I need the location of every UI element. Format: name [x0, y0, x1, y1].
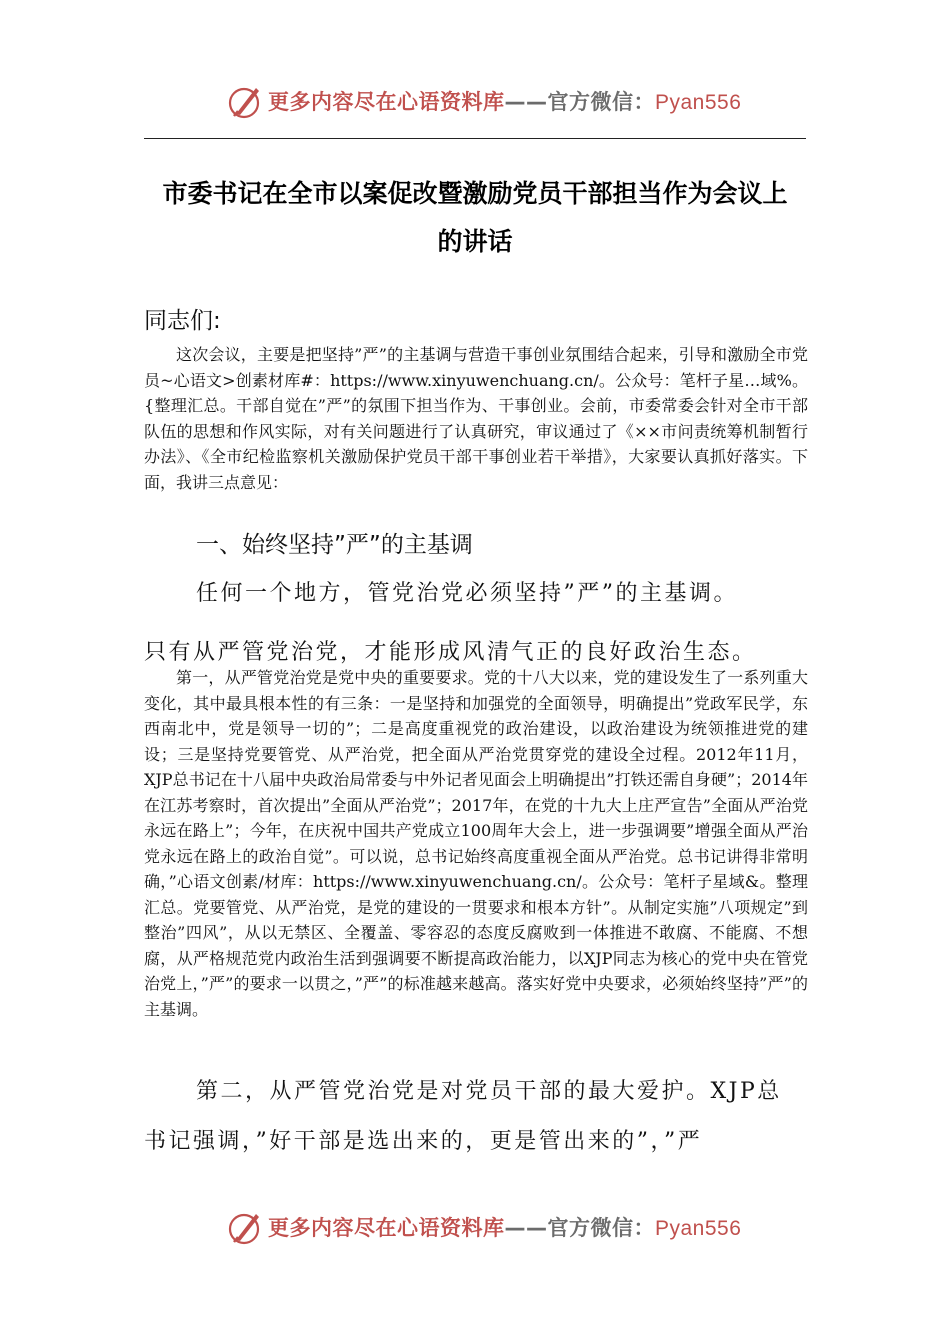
section1-heading: 一、始终坚持”严”的主基调 — [196, 532, 473, 558]
banner-wechat-label: 官方微信： — [547, 1216, 655, 1240]
banner-text — [268, 87, 741, 118]
document-title-line2: 的讲话 — [437, 227, 513, 256]
section1-lead-line2: 只有从严管党治党，才能形成风清气正的良好政治生态。 — [144, 640, 757, 665]
second-point-line1: 第二，从严管党治党是对党员干部的最大爱护。XJP总 — [196, 1079, 782, 1104]
quill-logo-icon — [226, 84, 264, 120]
first-point-paragraph: 第一，从严管党治党是党中央的重要要求。党的十八大以来，党的建设发生了一系列重大变化，其中最具根本性的有三条：一是坚持和加强党的全面领导，明确提出”党政军民学，东西南北中，党是领导一切的”；二是高度重视党的政治建设，以政治建设为统领推进党的建设；三是坚持党要管党、从严治党，把全面从严治党贯穿党的建设全过程。2012年11月，XJP总书记在十八届中央政治局常委与中外记者见面会上明确提出”打铁还需自身硬”；2014年在江苏考察时，首次提出”全面从严治党”；2017年，在党的十九大上庄严宣告”全面从严治党永远在路上”；今年，在庆祝中国共产党成立100周年大会上，进一步强调要”增强全面从严治党永远在路上的政治自觉”。可以说，总书记始终高度重视全面从严治党。总书记讲得非常明确，”心语文创素/材库：https://www.xinyuwenchuang.cn/。公众号：笔杆子星域&。整理汇总。党要管党、从严治党，是党的建设的一贯要求和根本方针”。从制定实施”八项规定”到整治”四风”，从以无禁区、全覆盖、零容忍的态度反腐败到一体推进不敢腐、不能腐、不想腐，从严格规范党内政治生活到强调要不断提高政治能力，以XJP同志为核心的党中央在管党治党上，”严”的要求一以贯之，”严”的标准越来越高。落实好党中央要求，必须始终坚持”严”的主基调。 — [144, 668, 808, 1019]
document-title-line1: 市委书记在全市以案促改暨激励党员干部担当作为会议上 — [162, 179, 788, 208]
intro-paragraph: 这次会议，主要是把坚持”严”的主基调与营造干事创业氛围结合起来，引导和激励全市党员~心语文>创素材库#：https://www.xinyuwenchuang.cn/。公众号：笔杆子星…域%。{整理汇总。干部自觉在”严”的氛围下担当作为、干事创业。会前，市委常委会针对全市干部队伍的思想和作风实际，对有关问题进行了认真研究，审议通过了《××市问责统筹机制暂行办法》、《全市纪检监察机关激励保护党员干部干事创业若干举措》，大家要认真抓好落实。下面，我讲三点意见： — [144, 345, 808, 492]
header-banner — [0, 82, 950, 122]
quill-logo-icon — [226, 1210, 264, 1246]
banner-brand: 更多内容尽在心语资料库 — [268, 1215, 505, 1240]
banner-brand: 更多内容尽在心语资料库 — [268, 89, 505, 114]
banner-wechat-label: 官方微信： — [547, 90, 655, 114]
banner-text — [268, 1213, 741, 1244]
second-point — [144, 1074, 808, 1160]
section1-lead-line1: 任何一个地方，管党治党必须坚持”严”的主基调。 — [196, 581, 738, 606]
banner-separator: —— — [504, 90, 548, 114]
banner-wechat-id: Pyan556 — [655, 91, 742, 114]
header-divider — [144, 138, 806, 139]
second-point-line2: 书记强调，”好干部是选出来的，更是管出来的”，”严 — [144, 1129, 703, 1154]
banner-separator: —— — [504, 1216, 548, 1240]
salutation: 同志们: — [144, 308, 221, 334]
section1-lead — [144, 576, 808, 671]
banner-wechat-id: Pyan556 — [655, 1217, 742, 1240]
footer-banner — [0, 1208, 950, 1248]
